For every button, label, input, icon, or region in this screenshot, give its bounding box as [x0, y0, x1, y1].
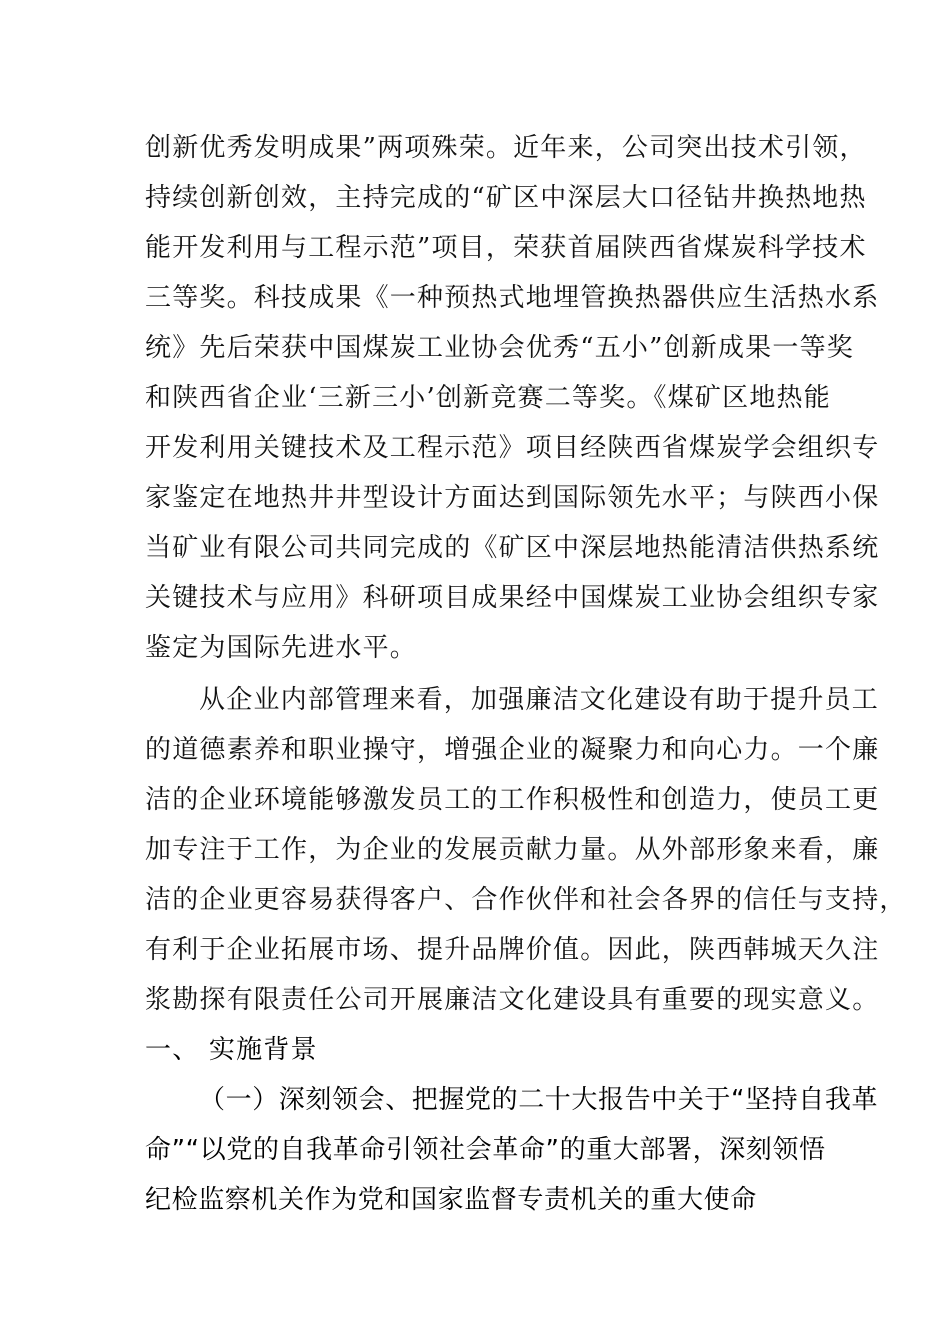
body-text-line: 三等奖。科技成果《一种预热式地埋管换热器供应生活热水系	[145, 283, 880, 313]
paragraph-start-line: 从企业内部管理来看，加强廉洁文化建设有助于提升员工	[199, 685, 880, 715]
body-text-line: 创新优秀发明成果”两项殊荣。近年来，公司突出技术引领，	[145, 133, 867, 163]
subsection-heading-line: （一）深刻领会、把握党的二十大报告中关于“坚持自我革	[199, 1085, 879, 1115]
body-text-line: 关键技术与应用》科研项目成果经中国煤炭工业协会组织专家	[145, 583, 880, 613]
body-text-line: 有利于企业拓展市场、提升品牌价值。因此，陕西韩城天久注	[145, 935, 880, 965]
body-text-line: 鉴定为国际先进水平。	[145, 633, 418, 663]
body-text-line: 统》先后荣获中国煤炭工业协会优秀“五小”创新成果一等奖	[145, 333, 854, 363]
section-heading: 一、 实施背景	[145, 1035, 318, 1065]
body-text-line: 家鉴定在地热井井型设计方面达到国际领先水平；与陕西小保	[145, 483, 880, 513]
subsection-heading-line: 纪检监察机关作为党和国家监督专责机关的重大使命	[145, 1185, 757, 1215]
body-text-line: 的道德素养和职业操守，增强企业的凝聚力和向心力。一个廉	[145, 735, 880, 765]
body-text-line: 洁的企业环境能够激发员工的工作积极性和创造力，使员工更	[145, 785, 880, 815]
body-text-line: 开发利用关键技术及工程示范》项目经陕西省煤炭学会组织专	[145, 433, 880, 463]
body-text-line: 浆勘探有限责任公司开展廉洁文化建设具有重要的现实意义。	[145, 985, 880, 1015]
body-text-line: 洁的企业更容易获得客户、合作伙伴和社会各界的信任与支持，	[145, 885, 907, 915]
body-text-line: 能开发利用与工程示范”项目，荣获首届陕西省煤炭科学技术	[145, 233, 867, 263]
body-text-line: 和陕西省企业‘三新三小’创新竞赛二等奖。《煤矿区地热能	[145, 383, 831, 413]
subsection-heading-line: 命”“以党的自我革命引领社会革命”的重大部署，深刻领悟	[145, 1135, 826, 1165]
body-text-line: 持续创新创效，主持完成的“矿区中深层大口径钻井换热地热	[145, 183, 867, 213]
body-text-line: 当矿业有限公司共同完成的《矿区中深层地热能清洁供热系统	[145, 533, 880, 563]
body-text-line: 加专注于工作，为企业的发展贡献力量。从外部形象来看，廉	[145, 835, 880, 865]
